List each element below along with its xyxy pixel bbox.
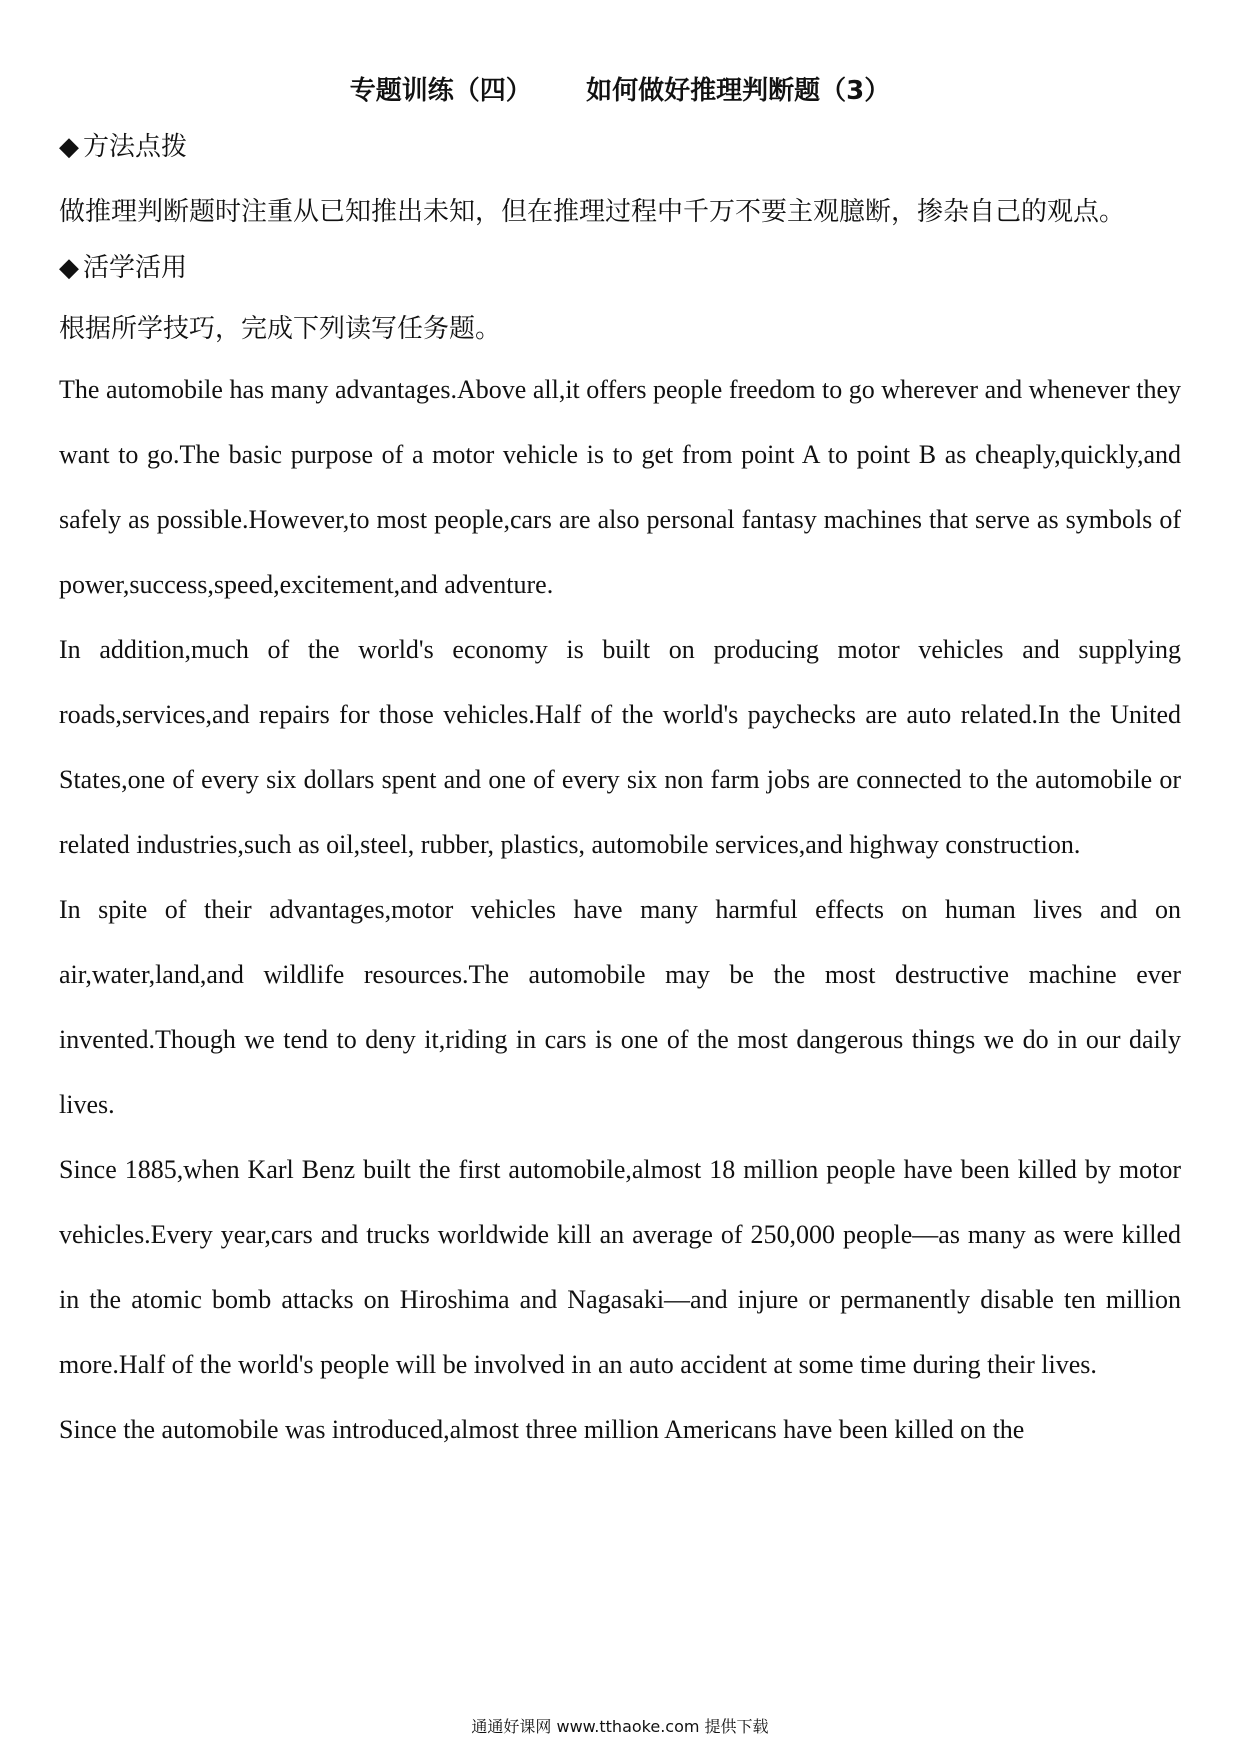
diamond-bullet-icon: ◆ [59, 253, 79, 283]
page-title: 专题训练（四） 如何做好推理判断题（3） [349, 76, 891, 106]
passage-paragraph: Since the automobile was introduced,almost three million Americans have been killed on the [59, 1415, 1025, 1444]
practice-heading [59, 251, 1181, 285]
page-footer: 通通好课网 www.tthaoke.com 提供下载 [471, 1717, 769, 1736]
diamond-bullet-icon: ◆ [59, 132, 79, 162]
method-heading-label: 方法点拨 [83, 132, 188, 162]
practice-heading-label: 活学活用 [83, 253, 188, 283]
method-heading [59, 130, 1181, 164]
passage-paragraph: In addition,much of the world's economy is built on producing motor vehicles and supplying roads,services,and repairs for those vehicles.Half of the world's paychecks are auto related.In the United States,one of every six dollars spent and one of every six non farm jobs are connected to the automobile or related industries,such as oil,steel, rubber, plastics, automobile services,and highway construction. [59, 635, 1181, 859]
passage-paragraph: The automobile has many advantages.Above all,it offers people freedom to go wherever and whenever they want to go.The basic purpose of a motor vehicle is to get from point A to point B as cheaply,quickly,and safely as possible.However,to most people,cars are also personal fantasy machines that serve as symbols of power,success,speed,excitement,and adventure. [59, 375, 1181, 599]
passage-paragraph: In spite of their advantages,motor vehicles have many harmful effects on human lives and on air,water,land,and wildlife resources.The automobile may be the most destructive machine ever invented.Though we tend to deny it,riding in cars is one of the most dangerous things we do in our daily lives. [59, 895, 1181, 1119]
practice-instruction: 根据所学技巧，完成下列读写任务题。 [59, 314, 502, 344]
method-text: 做推理判断题时注重从已知推出未知，但在推理过程中千万不要主观臆断，掺杂自己的观点。 [59, 197, 1126, 227]
passage-paragraph: Since 1885,when Karl Benz built the first automobile,almost 18 million people have been killed by motor vehicles.Every year,cars and trucks worldwide kill an average of 250,000 people—as many as were killed in the atomic bomb attacks on Hiroshima and Nagasaki—and injure or permanently disable ten million more.Half of the world's people will be involved in an auto accident at some time during their lives. [59, 1155, 1181, 1379]
